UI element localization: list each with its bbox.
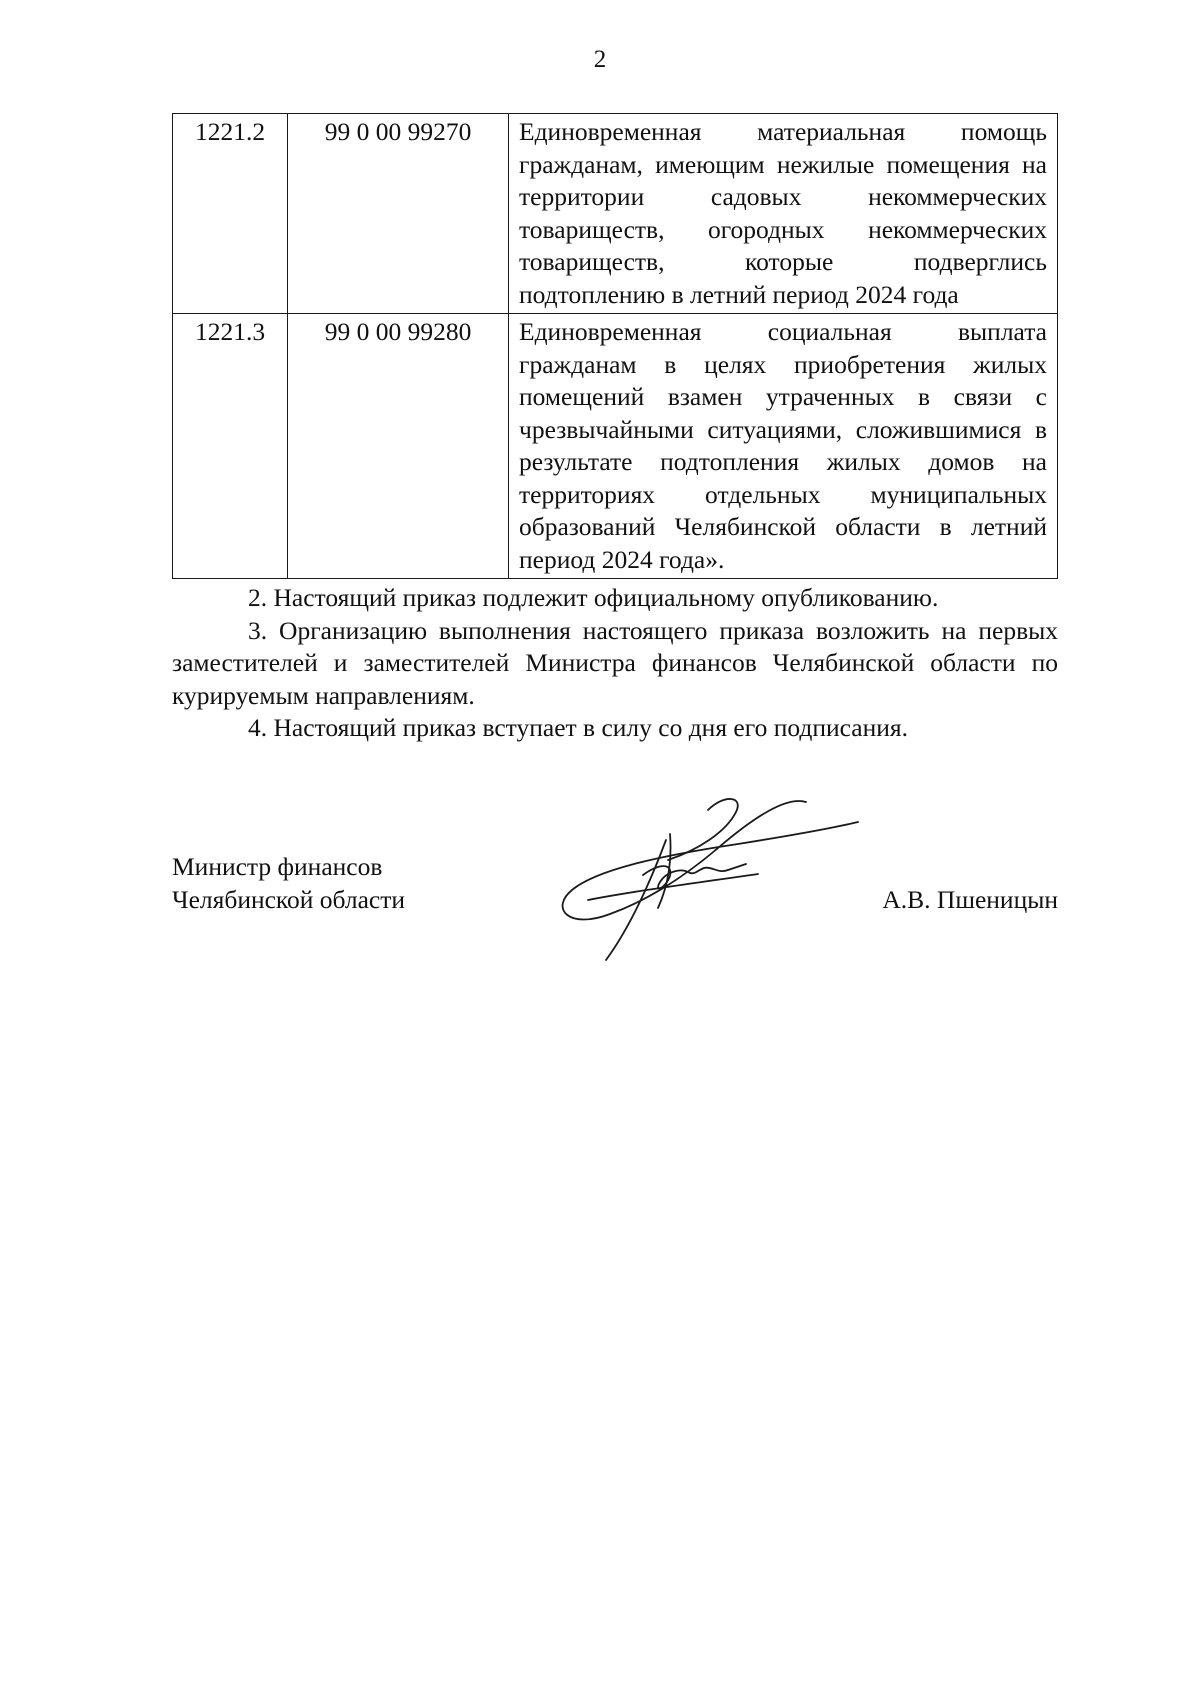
paragraph-publication: 2. Настоящий приказ подлежит официальному опубликованию.	[248, 583, 939, 612]
budget-code-cell: 99 0 00 99270	[288, 114, 509, 314]
paragraph-execution: 3. Организацию выполнения настоящего приказа возложить на первых заместителей и заместителей Министра финансов Челябинской области по курируемым направлениям.	[172, 615, 1058, 710]
handwritten-signature	[548, 790, 868, 970]
budget-codes-table	[172, 113, 1058, 579]
description-cell: Единовременная материальная помощь гражданам, имеющим нежилые помещения на территории садовых некоммерческих товариществ, огородных некоммерческих товариществ, которые подверглись подтоплению в летний период 2024 года	[509, 114, 1058, 314]
table-row	[173, 314, 1058, 579]
row-number-cell: 1221.3	[173, 314, 288, 579]
page-number: 2	[593, 46, 607, 73]
signer-position	[172, 850, 405, 916]
row-number-cell: 1221.2	[173, 114, 288, 314]
budget-code-cell: 99 0 00 99280	[288, 314, 509, 579]
signer-position-line2: Челябинской области	[172, 885, 406, 914]
paragraph-effective-date: 4. Настоящий приказ вступает в силу со дня его подписания.	[248, 713, 908, 742]
order-paragraphs	[172, 582, 1058, 745]
signer-name: А.В. Пшеницын	[882, 885, 1058, 914]
table-row	[173, 114, 1058, 314]
description-cell: Единовременная социальная выплата гражданам в целях приобретения жилых помещений взамен утраченных в связи с чрезвычайными ситуациями, сложившимися в результате подтопления жилых домов на территориях отдельных муниципальных образований Челябинской области в летний период 2024 года».	[509, 314, 1058, 579]
signer-position-line1: Министр финансов	[172, 852, 383, 881]
